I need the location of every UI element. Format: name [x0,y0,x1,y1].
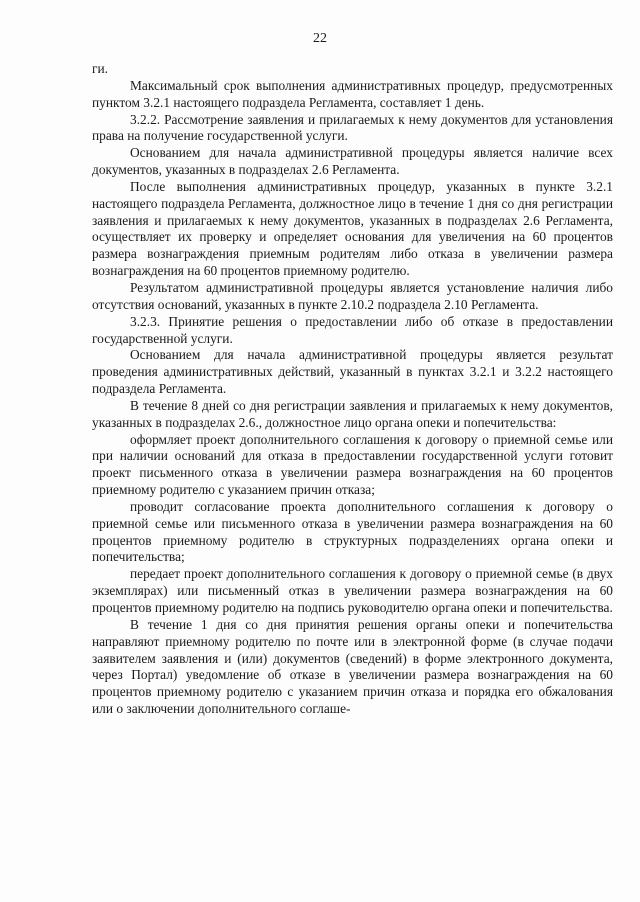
document-body [92,61,613,718]
page-number: 22 [313,31,327,46]
section-heading-3-2-2: 3.2.2. Рассмотрение заявления и прилагаемых к нему документов для установления права на получение государственной услуги. [92,111,613,144]
paragraph: Основанием для начала административной процедуры является наличие всех документов, указанных в подразделах 2.6 Регламента. [92,145,613,178]
list-item: передает проект дополнительного соглашения к договору о приемной семье (в двух экземплярах) или письменный отказ в увеличении размера вознаграждения на 60 процентов приемному родителю на подпись руководителю органа опеки и попечительства. [92,566,613,615]
paragraph: ги. [92,61,109,76]
list-item: оформляет проект дополнительного соглашения к договору о приемной семье или при наличии оснований для отказа в предоставлении государственной услуги готовит проект письменного отказа в увеличении размера вознаграждения на 60 процентов приемному родителю с указанием причин отказа; [92,431,613,498]
paragraph: В течение 8 дней со дня регистрации заявления и прилагаемых к нему документов, указанных в подразделах 2.6., должностное лицо органа опеки и попечительства: [92,397,613,430]
list-item: проводит согласование проекта дополнительного соглашения к договору о приемной семье или письменного отказа в увеличении размера вознаграждения на 60 процентов приемному родителю в структурных подразделениях органа опеки и попечительства; [92,498,613,565]
paragraph: В течение 1 дня со дня принятия решения органы опеки и попечительства направляют приемному родителю по почте или в электронной форме (в случае подачи заявителем заявления и (или) документов (сведений) в форме электронного документа, через Портал) уведомление об отказе в увеличении размера вознаграждения на 60 процентов приемному родителю с указанием причин отказа и порядка его обжалования или о заключении дополнительного соглаше- [92,616,613,717]
paragraph: Основанием для начала административной процедуры является результат проведения административных действий, указанный в пунктах 3.2.1 и 3.2.2 настоящего подраздела Регламента. [92,347,613,397]
paragraph: Максимальный срок выполнения административных процедур, предусмотренных пунктом 3.2.1 настоящего подраздела Регламента, составляет 1 день. [92,77,613,110]
paragraph: После выполнения административных процедур, указанных в пункте 3.2.1 настоящего подраздела Регламента, должностное лицо в течение 1 дня со дня регистрации заявления и прилагаемых к нему документов, указанных в подразделах 2.6 Регламента, осуществляет их проверку и определяет основания для увеличения на 60 процентов размера вознаграждения приемным родителям либо отказа в увеличении размера вознаграждения на 60 процентов приемному родителю. [92,178,613,279]
paragraph: Результатом административной процедуры является установление наличия либо отсутствия оснований, указанных в пункте 2.10.2 подраздела 2.10 Регламента. [92,279,613,312]
section-heading-3-2-3: 3.2.3. Принятие решения о предоставлении либо об отказе в предоставлении государственной услуги. [92,313,613,346]
